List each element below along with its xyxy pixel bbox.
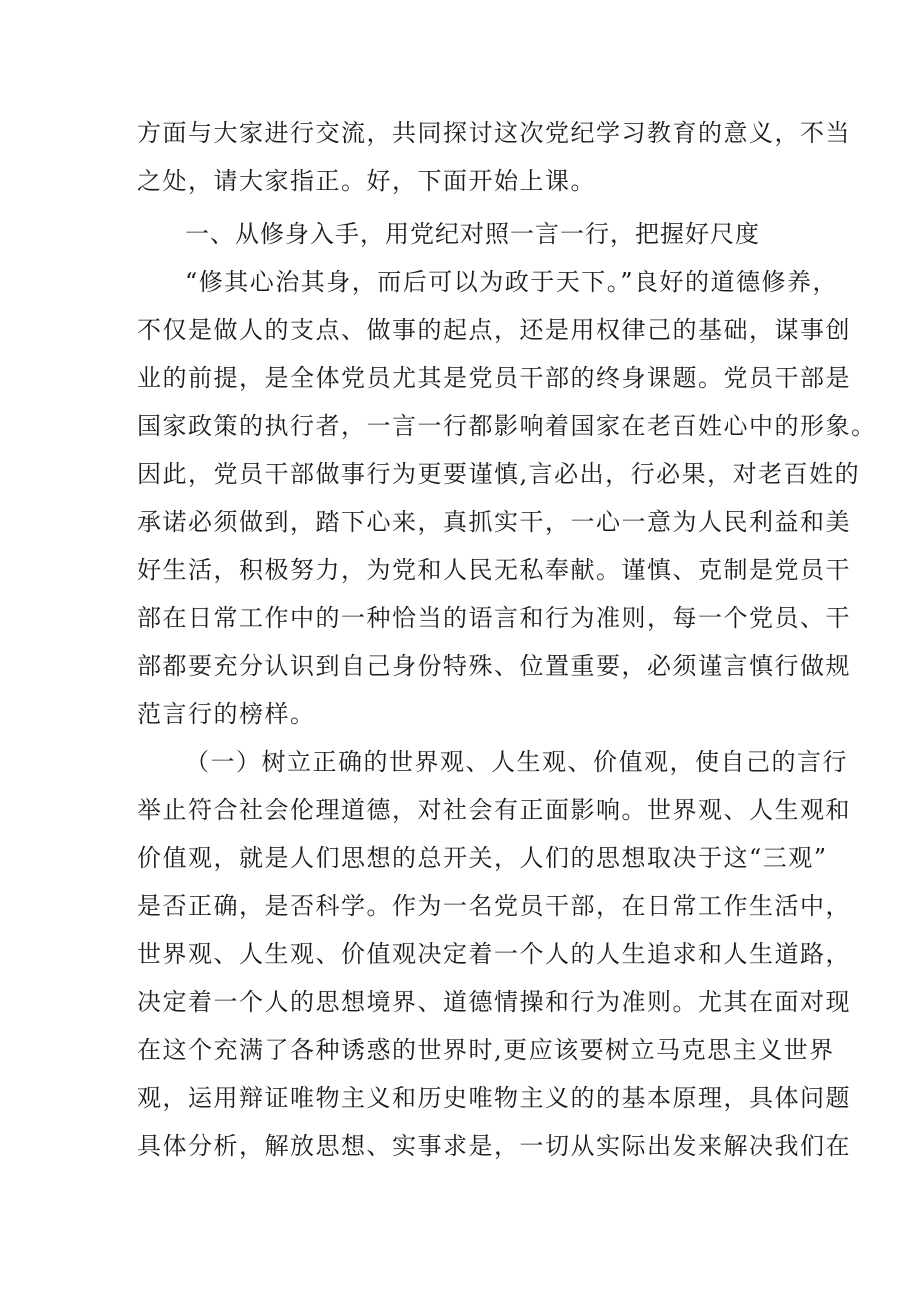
- text-line: 观，运用辩证唯物主义和历史唯物主义的的基本原理，具体问题: [137, 1084, 851, 1112]
- text-line: 之处，请大家指正。好，下面开始上课。: [137, 167, 596, 195]
- paragraph-self-cultivation: [137, 258, 877, 738]
- text-line: 世界观、人生观、价值观决定着一个人的人生追求和人生道路，: [137, 940, 851, 968]
- text-line: 举止符合社会伦理道德，对社会有正面影响。世界观、人生观和: [137, 796, 851, 824]
- text-line: 范言行的榜样。: [137, 700, 316, 728]
- text-line: 国家政策的执行者，一言一行都影响着国家在老百姓心中的形象。: [137, 412, 877, 440]
- text-line: 在这个充满了各种诱惑的世界时,更应该要树立马克思主义世界: [137, 1036, 835, 1064]
- paragraph-intro-end: [137, 109, 851, 205]
- text-line: （一）树立正确的世界观、人生观、价值观，使自己的言行: [185, 748, 848, 776]
- text-line: 价值观，就是人们思想的总开关，人们的思想取决于这“三观”: [137, 844, 828, 872]
- text-line: 承诺必须做到，踏下心来，真抓实干，一心一意为人民利益和美: [137, 508, 851, 536]
- document-body: [137, 109, 877, 1170]
- text-line: 方面与大家进行交流，共同探讨这次党纪学习教育的意义，不当: [137, 119, 851, 147]
- section-heading-one: [137, 210, 797, 258]
- text-line: 部都要充分认识到自己身份特殊、位置重要，必须谨言慎行做规: [137, 652, 851, 680]
- text-line: 好生活，积极努力，为党和人民无私奉献。谨慎、克制是党员干: [137, 556, 851, 584]
- paragraph-three-views: [137, 738, 851, 1170]
- section-heading: 一、从修身入手，用党纪对照一言一行，把握好尺度: [185, 220, 760, 248]
- text-line: 不仅是做人的支点、做事的起点，还是用权律己的基础，谋事创: [137, 316, 851, 344]
- text-line: 部在日常工作中的一种恰当的语言和行为准则，每一个党员、干: [137, 604, 851, 632]
- text-line: “修其心治其身，而后可以为政于天下。”良好的道德修养，: [185, 268, 839, 296]
- text-line: 业的前提，是全体党员尤其是党员干部的终身课题。党员干部是: [137, 364, 851, 392]
- text-line: 决定着一个人的思想境界、道德情操和行为准则。尤其在面对现: [137, 988, 851, 1016]
- text-line: 是否正确，是否科学。作为一名党员干部，在日常工作生活中，: [137, 892, 851, 920]
- text-line: 因此，党员干部做事行为更要谨慎,言必出，行必果，对老百姓的: [137, 460, 861, 488]
- text-line: 具体分析，解放思想、实事求是，一切从实际出发来解决我们在: [137, 1132, 851, 1160]
